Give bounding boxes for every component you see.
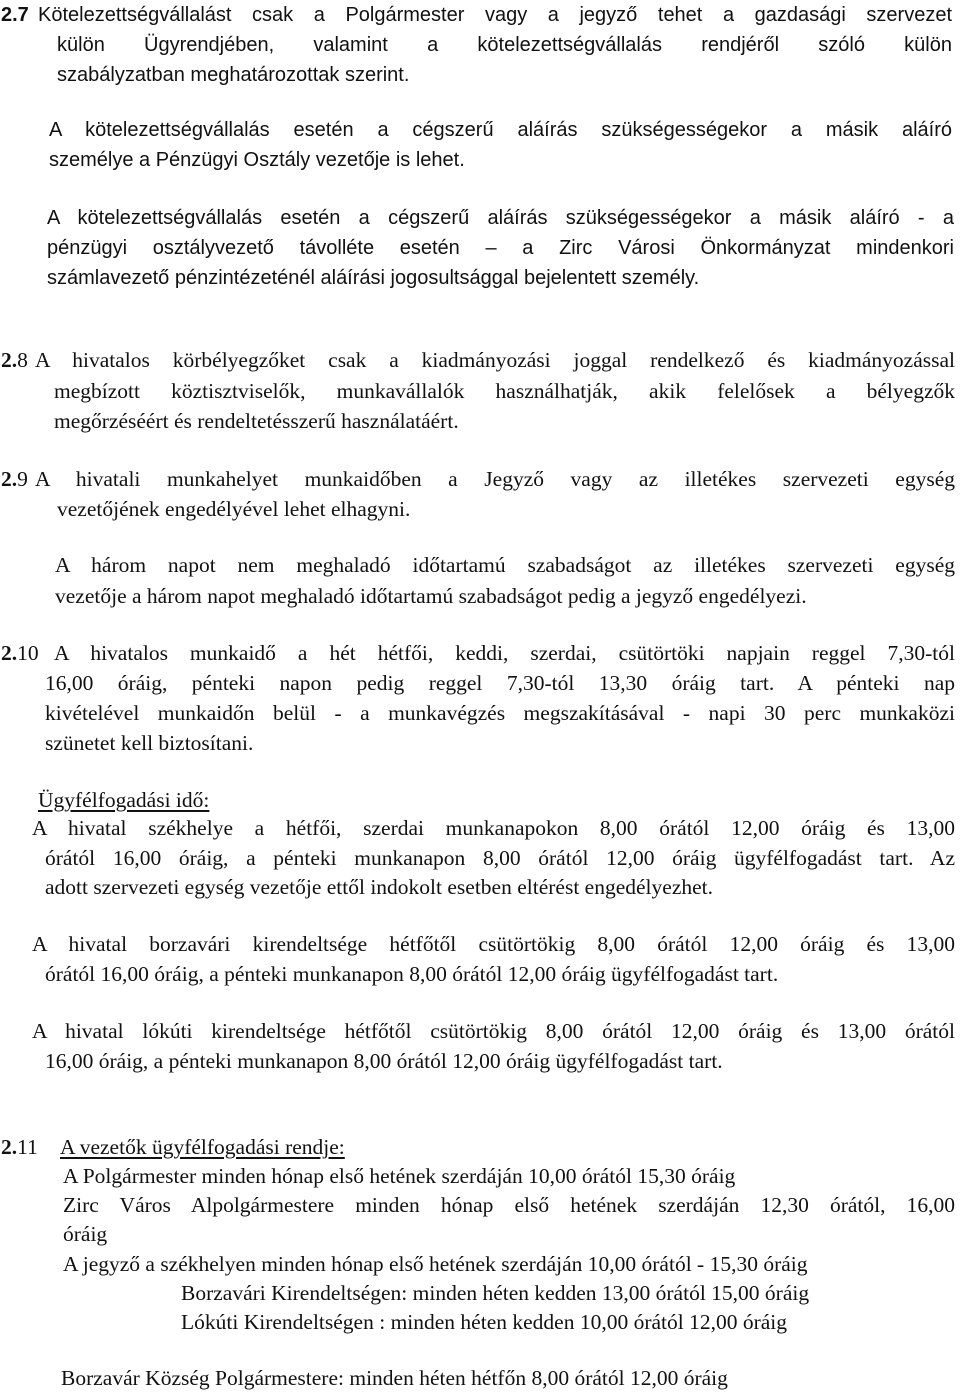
borzavar-office-hours: Borzavári Kirendeltségen: minden héten kedden 13,00 órától 15,00 óráig (181, 1281, 810, 1305)
borzavar-mayor-hours: Borzavár Község Polgármestere: minden héten hétfőn 8,00 órától 12,00 óráig (61, 1366, 728, 1390)
section-2-9-line-2: vezetőjének engedélyével lehet elhagyni. (57, 497, 411, 521)
notary-hours: A jegyző a székhelyen minden hónap első hetének szerdáján 10,00 órától - 15,30 óráig (63, 1252, 808, 1276)
section-2-10-line-2: 16,00 óráig, pénteki napon pedig reggel 7,30-tól 13,30 óráig tart. A pénteki nap (45, 671, 955, 695)
leave-paragraph-line-2: vezetője a három napot meghaladó időtartamú szabadságot pedig a jegyző engedélyezi. (55, 584, 807, 608)
lokut-office-hours: Lókúti Kirendeltségen : minden héten kedden 10,00 órától 12,00 óráig (181, 1310, 788, 1334)
deputy-mayor-hours: Zirc Város Alpolgármestere minden hónap első hetének szerdáján 12,30 órától, 16,00 (63, 1193, 955, 1217)
seat-hours-line-1: A hivatal székhelye a hétfői, szerdai munkanapokon 8,00 órától 12,00 óráig és 13,00 (32, 816, 955, 840)
section-number-2-7: 2.7 (1, 4, 29, 26)
section-2-7-line-1: Kötelezettségvállalást csak a Polgármester vagy a jegyző tehet a gazdasági szervezet (38, 4, 952, 26)
borzavar-hours-line-1: A hivatal borzavári kirendeltsége hétfőtől csütörtökig 8,00 órától 12,00 óráig és 13,00 (32, 932, 955, 956)
seat-hours-line-3: adott szervezeti egység vezetője ettől indokolt esetben eltérést engedélyezhet. (45, 875, 714, 899)
borzavar-hours-line-2: órától 16,00 óráig, a pénteki munkanapon 8,00 órától 12,00 óráig ügyfélfogadást tart. (45, 962, 779, 986)
section-2-9-line-1: A hivatali munkahelyet munkaidőben a Jegyző vagy az illetékes szervezeti egység (35, 467, 955, 491)
section-2-8-line-3: megőrzéséért és rendeltetésszerű használatáért. (54, 409, 459, 433)
section-2-8-line-2: megbízott köztisztviselők, munkavállalók használhatják, akik felelősek a bélyegzők (54, 379, 955, 403)
signature-paragraph-line-1: A kötelezettségvállalás esetén a cégszerű aláírás szükségességekor a másik aláíró (49, 119, 952, 141)
signature-paragraph-line-2: személye a Pénzügyi Osztály vezetője is lehet. (49, 149, 465, 171)
section-2-10-line-4: szünetet kell biztosítani. (45, 731, 254, 755)
section-2-10-line-1: A hivatalos munkaidő a hét hétfői, keddi, szerdai, csütörtöki napjain reggel 7,30-tól (54, 641, 955, 665)
mayor-hours: A Polgármester minden hónap első hetének szerdáján 10,00 órától 15,30 óráig (63, 1164, 736, 1188)
signature-absence-line-2: pénzügyi osztályvezető távolléte esetén – a Zirc Városi Önkormányzat mindenkori (47, 237, 954, 259)
section-number-2-9: 2.9 (1, 467, 28, 491)
section-number-2-10: 2.10 (1, 641, 39, 665)
deputy-mayor-hours-cont: óráig (63, 1222, 108, 1246)
seat-hours-line-2: órától 16,00 óráig, a pénteki munkanapon 8,00 órától 12,00 óráig ügyfélfogadást tart. Az (45, 846, 955, 870)
section-2-8-line-1: A hivatalos körbélyegzőket csak a kiadmányozási joggal rendelkező és kiadmányozással (35, 348, 955, 372)
leave-paragraph-line-1: A három napot nem meghaladó időtartamú szabadságot az illetékes szervezeti egység (55, 553, 955, 577)
section-2-10-line-3: kivételével munkaidőn belül - a munkavégzés megszakításával - napi 30 perc munkaközi (45, 701, 955, 725)
section-number-2-8: 2.8 (1, 348, 28, 372)
section-number-2-11: 2.11 (1, 1135, 38, 1159)
section-2-7-line-3: szabályzatban meghatározottak szerint. (57, 64, 410, 86)
leaders-reception-heading: A vezetők ügyfélfogadási rendje: (60, 1135, 345, 1159)
signature-absence-line-3: számlavezető pénzintézeténél aláírási jogosultsággal bejelentett személy. (47, 267, 700, 289)
section-2-7-line-2: külön Ügyrendjében, valamint a kötelezettségvállalás rendjéről szóló külön (57, 34, 952, 56)
lokut-hours-line-2: 16,00 óráig, a pénteki munkanapon 8,00 órától 12,00 óráig ügyfélfogadást tart. (45, 1049, 723, 1073)
signature-absence-line-1: A kötelezettségvállalás esetén a cégszerű aláírás szükségességekor a másik aláíró - a (47, 207, 954, 229)
reception-hours-heading: Ügyfélfogadási idő: (38, 788, 210, 812)
lokut-hours-line-1: A hivatal lókúti kirendeltsége hétfőtől csütörtökig 8,00 órától 12,00 óráig és 13,00 órától (32, 1019, 955, 1043)
